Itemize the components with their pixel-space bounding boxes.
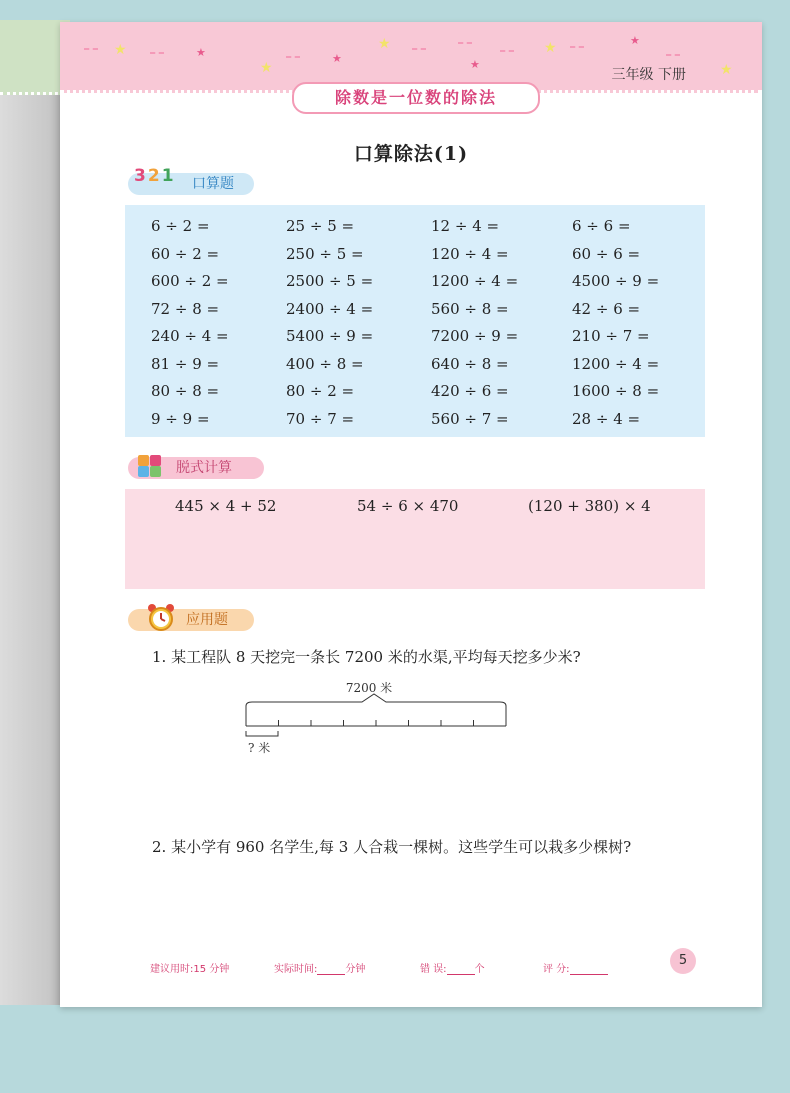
section-label: 脱式计算 (176, 460, 232, 476)
errors-unit: 个 (474, 964, 485, 975)
decoration (150, 52, 164, 60)
problem-column (572, 213, 659, 433)
puzzle-icon (136, 451, 164, 479)
oral-problem: 70 ÷ 7 = (286, 409, 355, 428)
oral-problem: 80 ÷ 2 = (286, 382, 355, 400)
oral-problem: 60 ÷ 2 = (151, 244, 220, 263)
oral-section-tag (128, 166, 254, 195)
oral-problem: 28 ÷ 4 = (572, 409, 641, 428)
section-label: 应用题 (186, 612, 228, 628)
oral-problem: 7200 ÷ 9 = (431, 327, 519, 345)
decoration (570, 46, 584, 54)
application-section-tag (128, 609, 254, 631)
oral-problem: 420 ÷ 6 = (431, 382, 509, 400)
diagram-total-label: 7200 米 (345, 681, 393, 695)
diagram-part-label: ? 米 (248, 741, 271, 755)
errors-blank[interactable] (447, 964, 475, 975)
oral-problem: 2500 ÷ 5 = (286, 272, 374, 290)
oral-problem: 210 ÷ 7 = (572, 327, 650, 345)
decoration (458, 42, 472, 50)
section-label: 口算题 (192, 176, 234, 192)
lesson-title: 口算除法(1) (353, 143, 469, 165)
grade-label: 三年级 下册 (611, 67, 686, 83)
actual-time-blank[interactable] (317, 964, 345, 975)
errors (420, 960, 485, 975)
oral-problem: 12 ÷ 4 = (431, 217, 500, 235)
page-number: 5 (670, 948, 696, 974)
suggested-time: 建议用时:15 分钟 (150, 964, 230, 975)
total-brace (246, 694, 506, 716)
star-icon: ★ (544, 40, 557, 56)
star-icon: ★ (378, 36, 391, 52)
decoration (84, 48, 98, 56)
decoration (500, 50, 514, 58)
problem-column (431, 213, 518, 433)
part-brace (246, 731, 278, 736)
star-icon: ★ (470, 58, 480, 71)
calc-problem: (120 + 380) × 4 (528, 497, 651, 515)
word-problem: 1. 某工程队 8 天挖完一条长 7200 米的水渠,平均每天挖多少米? (152, 648, 581, 666)
oral-problem: 72 ÷ 8 = (151, 299, 220, 318)
oral-problem: 240 ÷ 4 = (151, 327, 229, 345)
oral-problem: 6 ÷ 6 = (572, 217, 631, 235)
score (543, 960, 608, 975)
oral-problem: 81 ÷ 9 = (151, 354, 220, 373)
score-blank[interactable] (570, 964, 608, 975)
decoration (412, 48, 426, 56)
problem-column (286, 213, 373, 433)
oral-problem: 400 ÷ 8 = (286, 354, 364, 373)
star-icon: ★ (630, 34, 640, 47)
oral-problem: 42 ÷ 6 = (572, 299, 641, 318)
oral-problem: 80 ÷ 8 = (151, 382, 220, 400)
oral-problem: 640 ÷ 8 = (431, 354, 509, 373)
workbook-page (60, 22, 762, 1007)
oral-problem: 25 ÷ 5 = (286, 217, 355, 235)
star-icon: ★ (720, 62, 733, 78)
oral-problem: 6 ÷ 2 = (151, 217, 210, 235)
segment-ticks (246, 716, 506, 726)
oral-problems-box (125, 205, 705, 437)
actual-time-label: 实际时间: (274, 964, 318, 975)
problem-column (151, 213, 229, 433)
errors-label: 错 误: (420, 964, 447, 975)
oral-problem: 1200 ÷ 4 = (431, 272, 519, 290)
actual-time-unit: 分钟 (345, 964, 366, 975)
star-icon: ★ (114, 42, 127, 58)
oral-problem: 2400 ÷ 4 = (286, 299, 374, 318)
step-calc-section-tag (128, 457, 264, 479)
oral-problem: 60 ÷ 6 = (572, 244, 641, 263)
alarm-clock-icon (146, 602, 176, 634)
star-icon: ★ (196, 46, 206, 59)
decoration (666, 54, 680, 62)
oral-problem: 4500 ÷ 9 = (572, 272, 660, 290)
word-problem: 2. 某小学有 960 名学生,每 3 人合栽一棵树。这些学生可以栽多少棵树? (152, 838, 632, 856)
oral-problem: 560 ÷ 7 = (431, 409, 509, 428)
numbers-icon: 3 2 1 (134, 166, 174, 186)
calc-problem: 54 ÷ 6 × 470 (357, 497, 459, 515)
oral-problem: 5400 ÷ 9 = (286, 327, 374, 345)
line-segment-diagram (236, 676, 516, 760)
oral-problem: 1200 ÷ 4 = (572, 354, 660, 373)
step-calc-box (125, 489, 705, 589)
oral-problem: 560 ÷ 8 = (431, 299, 509, 318)
star-icon: ★ (260, 60, 273, 76)
oral-problem: 9 ÷ 9 = (151, 409, 210, 428)
oral-problem: 600 ÷ 2 = (151, 272, 229, 290)
actual-time (274, 960, 365, 975)
score-label: 评 分: (543, 964, 570, 975)
oral-problem: 1600 ÷ 8 = (572, 382, 660, 400)
star-icon: ★ (332, 52, 342, 65)
oral-problem: 120 ÷ 4 = (431, 244, 509, 263)
unit-title: 除数是一位数的除法 (292, 82, 540, 114)
calc-problem: 445 × 4 + 52 (175, 497, 277, 515)
decoration (286, 56, 300, 64)
oral-problem: 250 ÷ 5 = (286, 244, 364, 263)
